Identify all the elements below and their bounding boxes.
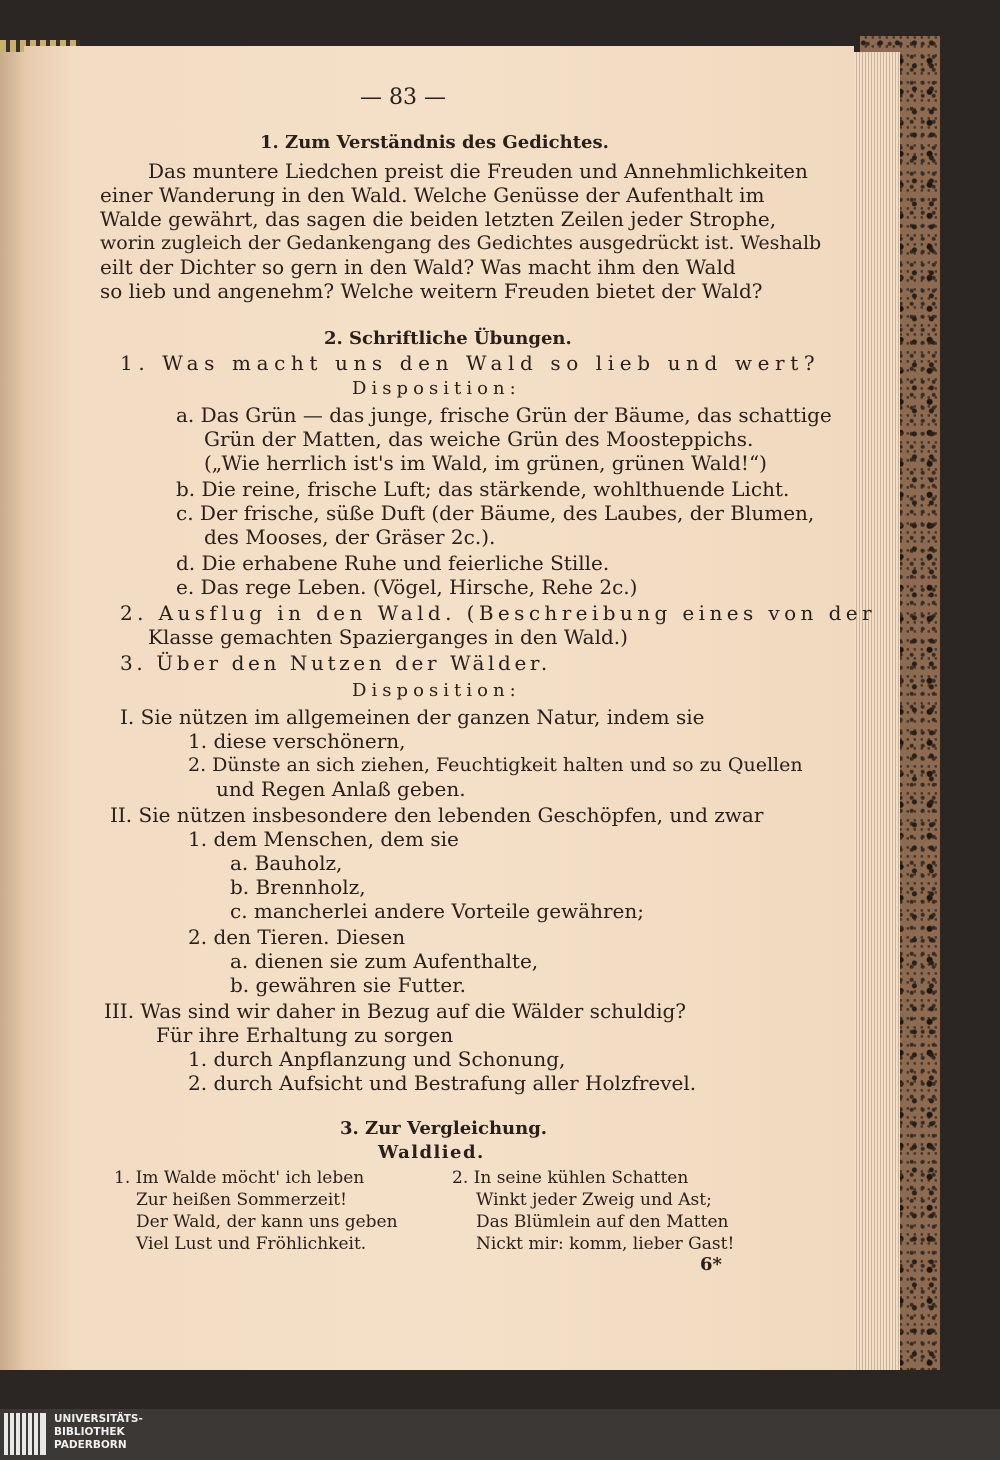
- poem-line: Nickt mir: komm, lieber Gast!: [476, 1234, 735, 1254]
- outline-item: Für ihre Erhaltung zu sorgen: [156, 1023, 454, 1047]
- section-heading-2: 2. Schriftliche Übungen.: [324, 328, 572, 349]
- outline-item: a. Bauholz,: [230, 851, 343, 875]
- poem-line: 1. Im Walde möcht' ich leben: [114, 1168, 365, 1188]
- exercise-title: 1. Was macht uns den Wald so lieb und wert?: [120, 351, 821, 375]
- text-line: Klasse gemachten Spazierganges in den Wald.): [148, 625, 628, 649]
- poem-line: Der Wald, der kann uns geben: [136, 1212, 398, 1232]
- outline-item: 1. durch Anpflanzung und Schonung,: [188, 1047, 566, 1071]
- outline-item: 2. den Tieren. Diesen: [188, 925, 406, 949]
- exercise-title: 2. Ausflug in den Wald. (Beschreibung eines von der: [120, 601, 876, 625]
- outline-item-cont: und Regen Anlaß geben.: [216, 777, 466, 801]
- outline-item: 1. diese verschönern,: [188, 729, 406, 753]
- text-line: Walde gewährt, das sagen die beiden letzten Zeilen jeder Strophe,: [100, 207, 777, 231]
- outline-item: 2. Dünste an sich ziehen, Feuchtigkeit halten und so zu Quellen: [188, 754, 803, 776]
- page-number: — 83 —: [360, 85, 446, 110]
- poem-title: Waldlied.: [378, 1142, 485, 1163]
- list-item-cont: des Mooses, der Gräser 2c.).: [204, 525, 496, 549]
- text-line: eilt der Dichter so gern in den Wald? Was macht ihm den Wald: [100, 255, 736, 279]
- list-item: e. Das rege Leben. (Vögel, Hirsche, Rehe 2c.): [176, 575, 638, 599]
- poem-line: Viel Lust und Fröhlichkeit.: [136, 1234, 367, 1254]
- outline-item: III. Was sind wir daher in Bezug auf die Wälder schuldig?: [104, 999, 687, 1023]
- library-name: UNIVERSITÄTS- BIBLIOTHEK PADERBORN: [54, 1413, 143, 1451]
- poem-line: Zur heißen Sommerzeit!: [136, 1190, 347, 1210]
- book-page: [24, 46, 876, 1370]
- text-line: Das muntere Liedchen preist die Freuden und Annehmlichkeiten: [148, 159, 808, 183]
- section-heading-3: 3. Zur Vergleichung.: [340, 1118, 548, 1139]
- signature-mark: 6*: [700, 1254, 722, 1275]
- page-stack-edges: [848, 52, 900, 1370]
- library-logo-icon: [4, 1413, 48, 1455]
- outline-item: b. Brennholz,: [230, 875, 366, 899]
- outline-item: a. dienen sie zum Aufenthalte,: [230, 949, 539, 973]
- outline-item: II. Sie nützen insbesondere den lebenden Geschöpfen, und zwar: [110, 803, 764, 827]
- list-item-cont: („Wie herrlich ist's im Wald, im grünen, grünen Wald!“): [204, 451, 767, 475]
- outline-item: c. mancherlei andere Vorteile gewähren;: [230, 899, 644, 923]
- outline-item: b. gewähren sie Futter.: [230, 973, 466, 997]
- disposition-label: Disposition:: [352, 378, 521, 399]
- poem-line: Winkt jeder Zweig und Ast;: [476, 1190, 712, 1210]
- outline-item: I. Sie nützen im allgemeinen der ganzen Natur, indem sie: [120, 705, 705, 729]
- poem-line: 2. In seine kühlen Schatten: [452, 1168, 689, 1188]
- text-line: worin zugleich der Gedankengang des Gedichtes ausgedrückt ist. Weshalb: [100, 232, 822, 254]
- list-item: b. Die reine, frische Luft; das stärkende, wohlthuende Licht.: [176, 477, 790, 501]
- text-line: einer Wanderung in den Wald. Welche Genüsse der Aufenthalt im: [100, 183, 765, 207]
- disposition-label: Disposition:: [352, 680, 521, 701]
- exercise-title: 3. Über den Nutzen der Wälder.: [120, 651, 551, 675]
- outline-item: 2. durch Aufsicht und Bestrafung aller Holzfrevel.: [188, 1071, 697, 1095]
- list-item: d. Die erhabene Ruhe und feierliche Stille.: [176, 551, 610, 575]
- list-item: c. Der frische, süße Duft (der Bäume, des Laubes, der Blumen,: [176, 501, 815, 525]
- text-line: so lieb und angenehm? Welche weitern Freuden bietet der Wald?: [100, 279, 763, 303]
- outline-item: 1. dem Menschen, dem sie: [188, 827, 459, 851]
- section-heading-1: 1. Zum Verständnis des Gedichtes.: [260, 132, 609, 153]
- list-item: a. Das Grün — das junge, frische Grün der Bäume, das schattige: [176, 403, 832, 427]
- list-item-cont: Grün der Matten, das weiche Grün des Moosteppichs.: [204, 427, 754, 451]
- poem-line: Das Blümlein auf den Matten: [476, 1212, 729, 1232]
- library-footer: [0, 1409, 1000, 1460]
